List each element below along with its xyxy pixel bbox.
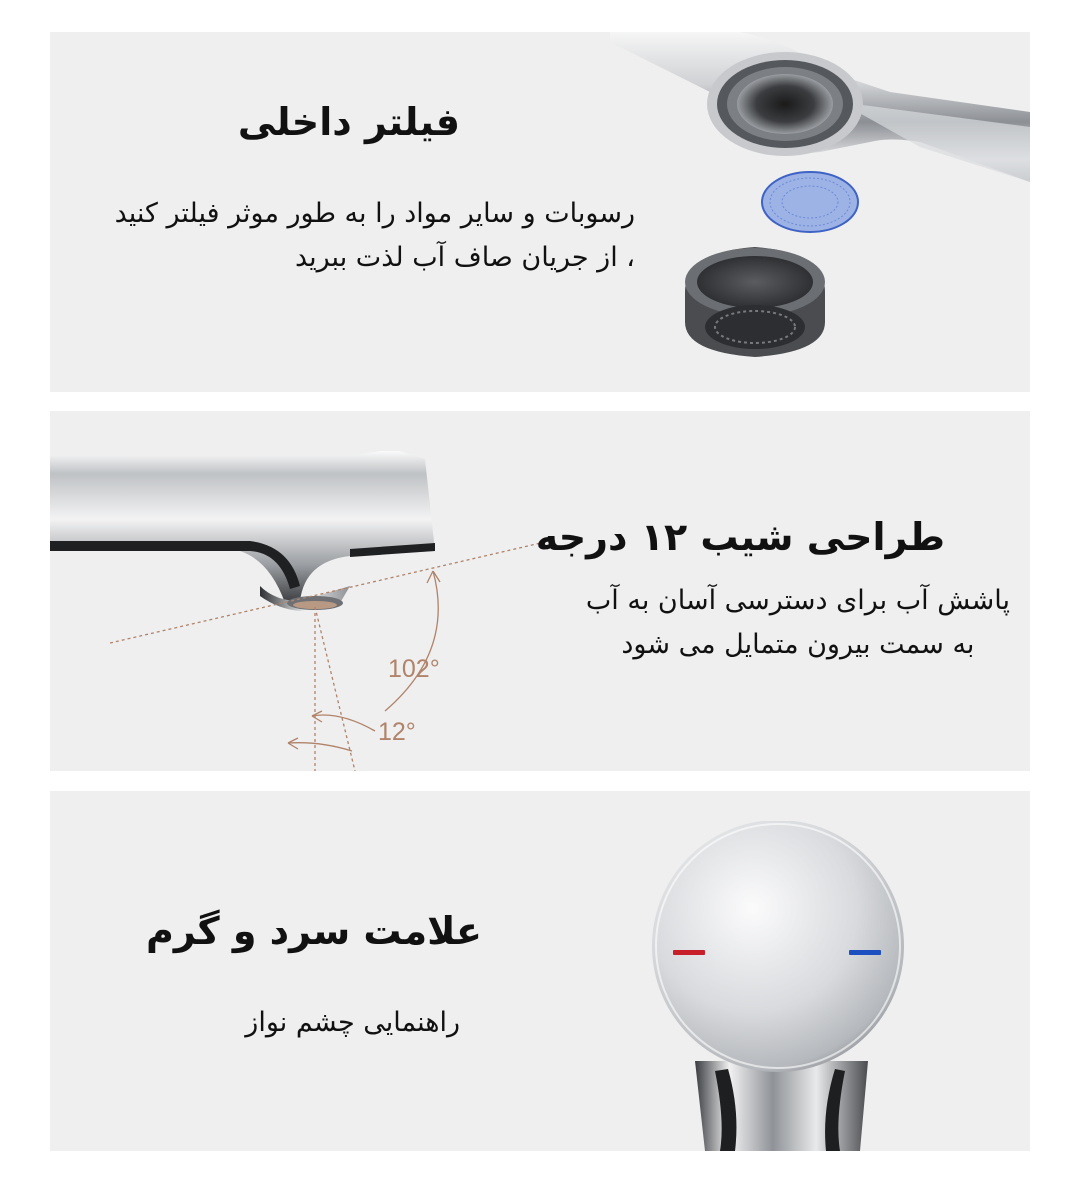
angle-102-label: 102° (388, 655, 440, 683)
handle-title: علامت سرد و گرم (146, 909, 482, 953)
angle-12-label: 12° (378, 718, 416, 746)
filter-description-line-1: رسوبات و سایر مواد را به طور موثر فیلتر کنید (114, 198, 635, 229)
filter-description-line-2: ، از جریان صاف آب لذت ببرید (294, 242, 635, 273)
tilt-description-line-1: پاشش آب برای دسترسی آسان به آب (585, 585, 1010, 616)
faucet-spout-icon (590, 32, 1030, 392)
tilt-description (586, 579, 1010, 667)
handle-description (245, 1001, 460, 1045)
angle-arc-icon (110, 542, 545, 771)
cold-marker-icon (849, 950, 881, 955)
filter-section (50, 32, 1030, 392)
handle-section (50, 791, 1030, 1151)
tilt-title: طراحی شیب ۱۲ درجه (535, 515, 945, 559)
aerator-icon (685, 247, 825, 357)
filter-description (115, 192, 635, 280)
hot-marker-icon (673, 950, 705, 955)
handle-description-line-1: راهنمایی چشم نواز (245, 1007, 460, 1038)
faucet-handle-icon (640, 821, 920, 1151)
filter-title: فیلتر داخلی (237, 100, 460, 144)
tilt-section (50, 411, 1030, 771)
faucet-tilt-icon (50, 411, 570, 771)
filter-mesh-icon (762, 172, 858, 232)
tilt-description-line-2: به سمت بیرون متمایل می شود (621, 629, 975, 660)
